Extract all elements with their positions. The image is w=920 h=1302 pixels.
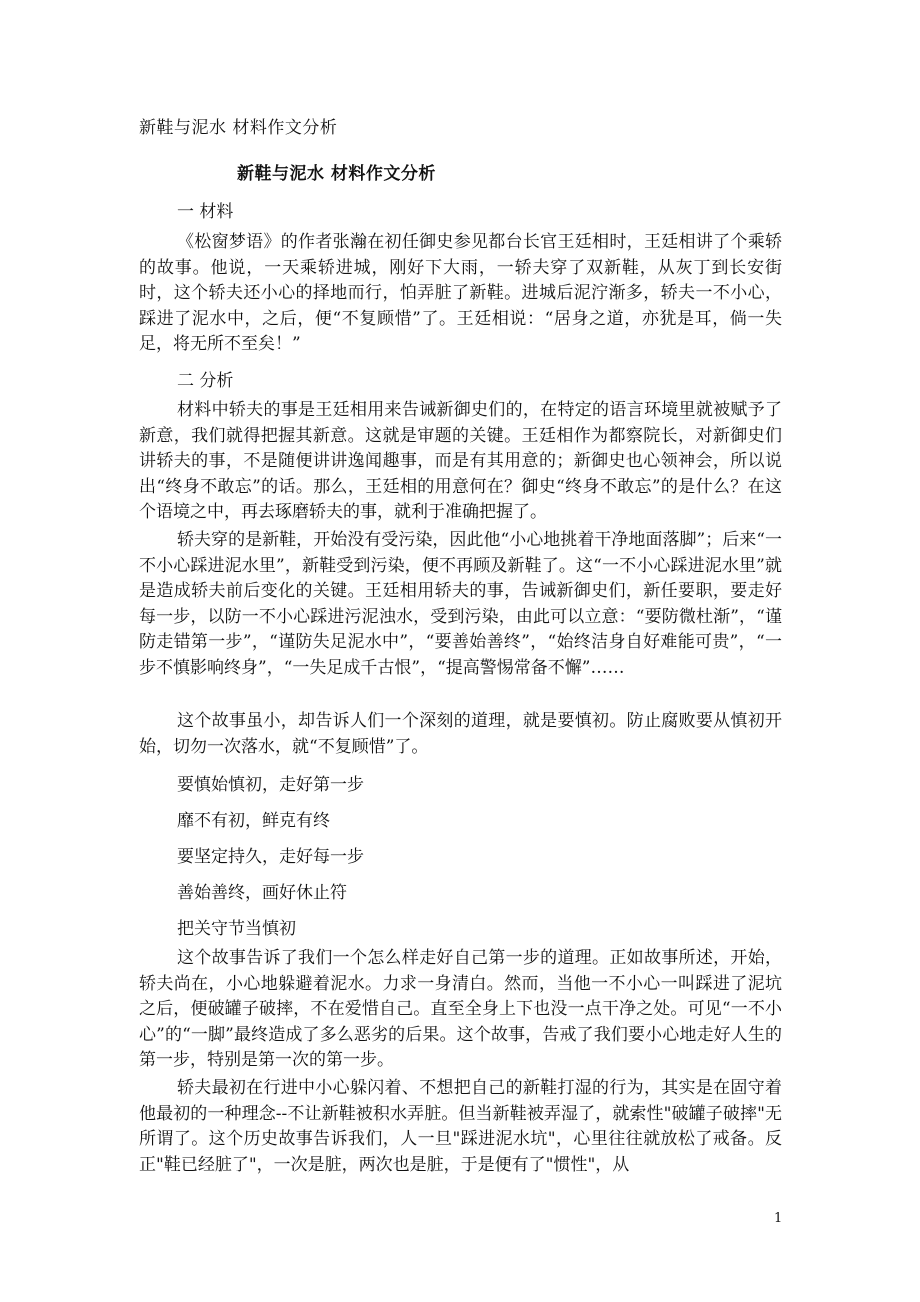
document-header: 新鞋与泥水 材料作文分析 [139, 118, 338, 138]
verse-line-4: 善始善终，画好休止符 [177, 883, 347, 903]
paragraph-analysis-2: 轿夫穿的是新鞋，开始没有受污染，因此他“小心地挑着干净地面落脚”；后来“一不小心踩进泥水里”，新鞋受到污染，便不再顾及新鞋了。这“一不小心踩进泥水里”就是造成轿夫前后变化的关键。王廷相用轿夫的事，告诫新御史们，新任要职，要走好每一步，以防一不小心踩进污泥浊水，受到污染，由此可以立意：“要防微杜渐”，“谨防走错第一步”，“谨防失足泥水中”，“要善始善终”，“始终洁身自好难能可贵”，“一步不慎影响终身”，“一失足成千古恨”，“提高警惕常备不懈”…… [139, 530, 782, 678]
page-number: 1 [774, 1211, 783, 1226]
article-title: 新鞋与泥水 材料作文分析 [237, 164, 436, 184]
verse-line-2: 靡不有初，鲜克有终 [177, 811, 330, 831]
paragraph-analysis-3: 这个故事虽小，却告诉人们一个深刻的道理，就是要慎初。防止腐败要从慎初开始，切勿一次落水，就“不复顾惜”了。 [139, 711, 782, 757]
paragraph-analysis-1: 材料中轿夫的事是王廷相用来告诫新御史们的，在特定的语言环境里就被赋予了新意，我们就得把握其新意。这就是审题的关键。王廷相作为都察院长，对新御史们讲轿夫的事，不是随便讲讲逸闻趣事，而是有其用意的；新御史也心领神会，所以说出“终身不敢忘”的话。那么，王廷相的用意何在？御史“终身不敢忘”的是什么？在这个语境之中，再去琢磨轿夫的事，就利于准确把握了。 [139, 400, 782, 522]
verse-line-1: 要慎始慎初，走好第一步 [177, 775, 364, 795]
verse-line-5: 把关守节当慎初 [177, 919, 296, 939]
verse-line-3: 要坚定持久，走好每一步 [177, 847, 364, 867]
paragraph-analysis-5: 轿夫最初在行进中小心躲闪着、不想把自己的新鞋打湿的行为，其实是在固守着他最初的一种理念--不让新鞋被积水弄脏。但当新鞋被弄湿了，就索性"破罐子破摔"无所谓了。这个历史故事告诉我们，人一旦"踩进泥水坑"，心里往往就放松了戒备。反正"鞋已经脏了"，一次是脏，两次也是脏，于是便有了"惯性"，从 [139, 1078, 782, 1175]
section-heading-analysis: 二 分析 [177, 371, 234, 391]
section-heading-material: 一 材料 [177, 202, 234, 222]
paragraph-analysis-4: 这个故事告诉了我们一个怎么样走好自己第一步的道理。正如故事所述，开始，轿夫尚在，小心地躲避着泥水。力求一身清白。然而，当他一不小心一叫踩进了泥坑之后，便破罐子破摔，不在爱惜自己。直至全身上下也没一点干净之处。可见“一不小心”的“一脚”最终造成了多么恶劣的后果。这个故事，告戒了我们要小心地走好人生的第一步，特别是第一次的第一步。 [139, 948, 782, 1070]
paragraph-material: 《松窗梦语》的作者张瀚在初任御史参见都台长官王廷相时，王廷相讲了个乘轿的故事。他说，一天乘轿进城，刚好下大雨，一轿夫穿了双新鞋，从灰丁到长安街时，这个轿夫还小心的择地而行，怕弄脏了新鞋。进城后泥泞渐多，轿夫一不小心，踩进了泥水中，之后，便“不复顾惜”了。王廷相说：“居身之道，亦犹是耳，倘一失足，将无所不至矣！” [139, 232, 782, 354]
